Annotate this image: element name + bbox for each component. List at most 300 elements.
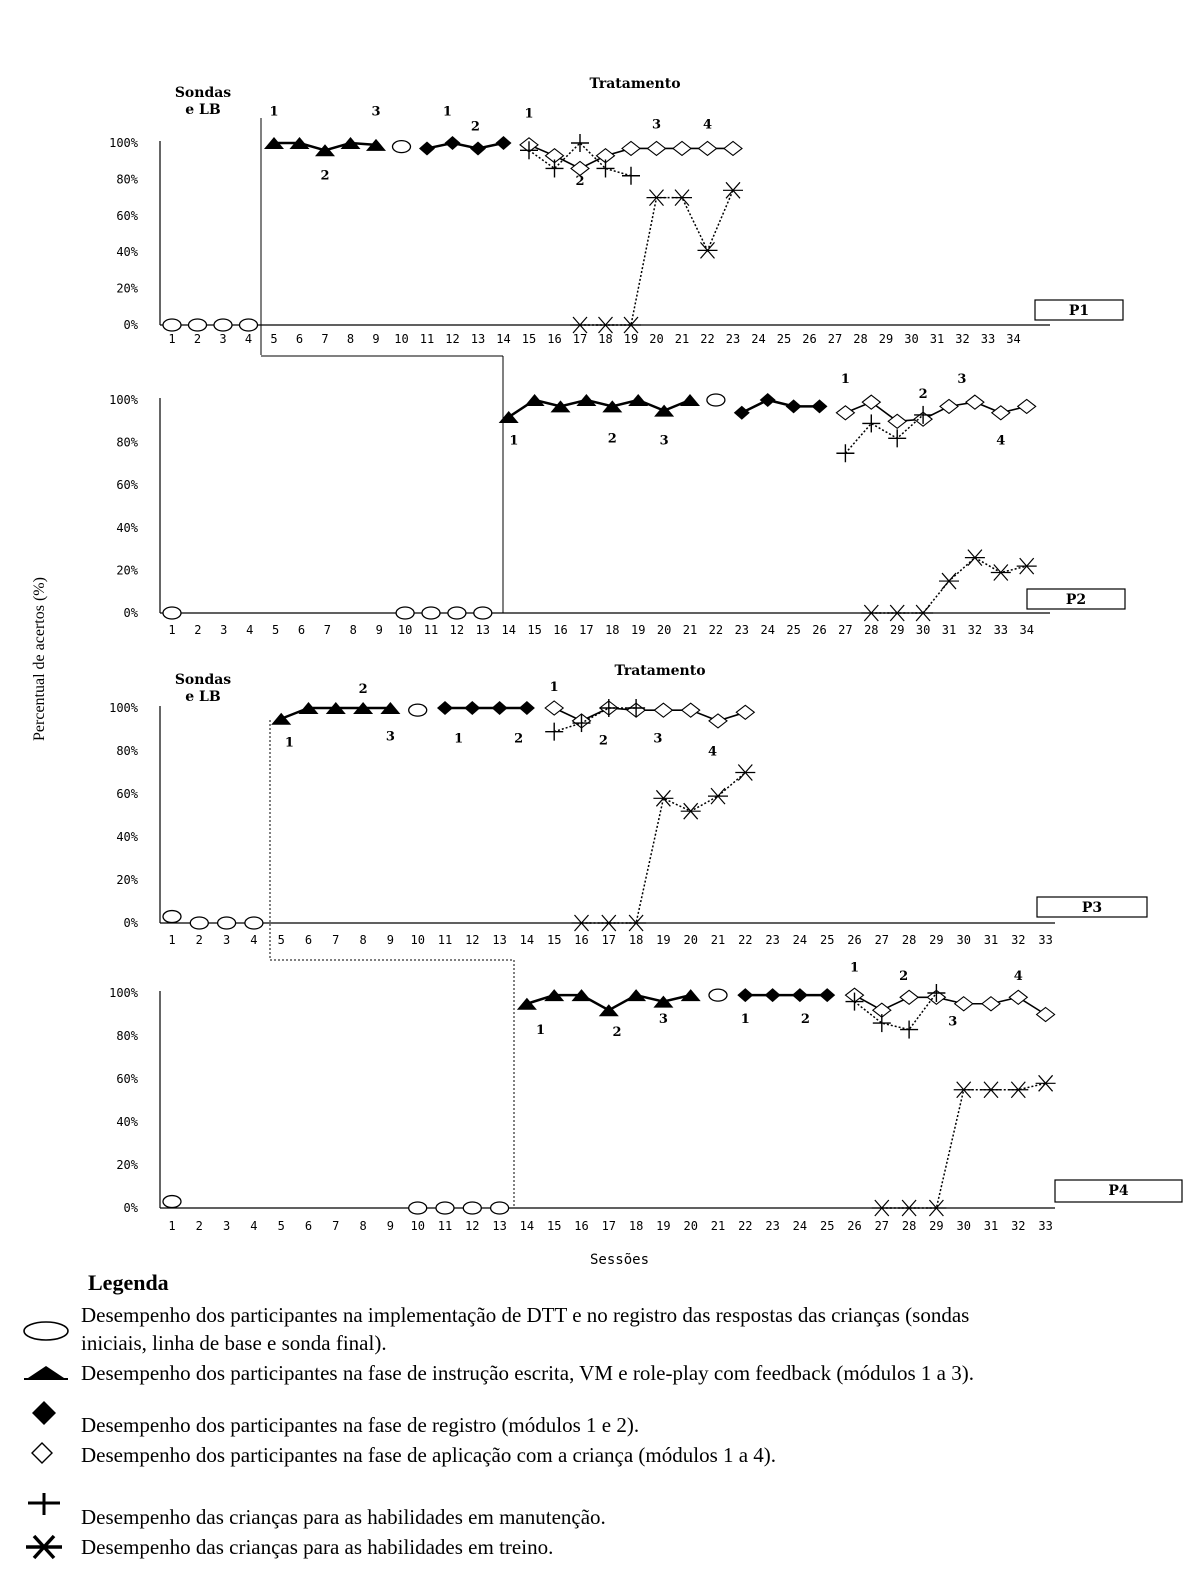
x-tick-label: 6 <box>297 623 306 637</box>
x-tick-label: 32 <box>1011 1219 1026 1233</box>
legend-text: Desempenho dos participantes na fase de aplicação com a criança (módulos 1 a 4). <box>81 1443 777 1467</box>
y-tick-label: 60% <box>116 478 138 493</box>
instruction-point <box>626 989 646 1001</box>
x-tick-label: 3 <box>219 332 227 346</box>
training-line <box>871 558 1026 613</box>
x-tick-label: 26 <box>847 1219 862 1233</box>
module-label: 2 <box>575 173 585 189</box>
registration-point <box>419 141 435 155</box>
registration-point <box>470 141 486 155</box>
instruction-point <box>628 394 648 406</box>
module-label: 3 <box>371 104 381 120</box>
x-tick-label: 32 <box>967 623 983 637</box>
x-tick-label: 11 <box>423 623 439 637</box>
y-tick-label: 40% <box>116 1115 138 1129</box>
module-label: 3 <box>948 1014 958 1030</box>
y-tick-label: 0% <box>123 318 138 332</box>
x-tick-label: 25 <box>786 623 801 637</box>
x-tick-label: 15 <box>546 1219 562 1233</box>
maintenance-line <box>855 993 937 1030</box>
x-tick-label: 18 <box>628 933 644 947</box>
y-tick-label: 100% <box>109 986 138 1000</box>
x-tick-label: 28 <box>864 623 879 637</box>
application-point <box>682 703 700 717</box>
y-tick-label: 40% <box>116 830 138 844</box>
x-tick-label: 2 <box>195 1219 203 1233</box>
registration-point <box>464 701 480 715</box>
probe-point <box>396 607 414 619</box>
training-point <box>899 1200 919 1216</box>
instruction-point <box>517 998 537 1010</box>
x-tick-label: 1 <box>168 933 176 947</box>
x-tick-label: 11 <box>437 933 453 947</box>
x-tick-label: 21 <box>674 332 690 346</box>
x-tick-label: 16 <box>553 623 568 637</box>
training-point <box>626 915 646 931</box>
participant-label: P1 <box>1068 303 1090 319</box>
module-label: 1 <box>509 433 519 449</box>
circle-icon <box>20 1316 72 1346</box>
module-label: 3 <box>659 433 669 449</box>
x-tick-label: 31 <box>929 332 945 346</box>
x-tick-label: 33 <box>980 332 996 346</box>
module-label: 4 <box>996 433 1006 449</box>
probe-point <box>218 917 236 929</box>
legend-item-circle <box>20 1300 1195 1360</box>
x-tick-label: 10 <box>397 623 413 637</box>
module-label: 2 <box>358 681 368 697</box>
y-tick-label: 20% <box>116 281 138 296</box>
training-point <box>965 550 985 566</box>
instruction-point <box>315 144 335 156</box>
x-tick-label: 19 <box>630 623 646 637</box>
legend-item-diamond-filled <box>20 1410 1195 1440</box>
x-tick-label: 26 <box>847 933 862 947</box>
participant-label: P4 <box>1108 1183 1129 1199</box>
x-tick-label: 12 <box>465 1219 480 1233</box>
x-tick-label: 4 <box>244 332 253 346</box>
legend-text: Desempenho dos participantes na implementação de DTT e no registro das respostas das crianças (sondas <box>81 1303 970 1327</box>
maintenance-point <box>597 159 615 177</box>
registration-point <box>492 701 508 715</box>
x-tick-label: 13 <box>475 623 491 637</box>
x-tick-label: 24 <box>751 332 766 346</box>
y-tick-label: 100% <box>109 701 138 715</box>
training-point <box>681 803 701 819</box>
x-tick-label: 22 <box>738 933 753 947</box>
application-point <box>955 997 973 1011</box>
x-tick-label: 32 <box>1011 933 1026 947</box>
training-line <box>580 190 733 325</box>
y-tick-label: 40% <box>116 245 138 260</box>
x-tick-label: 4 <box>246 623 254 637</box>
application-point <box>982 997 1000 1011</box>
probe-point <box>422 607 440 619</box>
module-label: 2 <box>598 733 608 749</box>
x-tick-label: 5 <box>277 1219 285 1233</box>
module-label: 1 <box>849 960 860 976</box>
x-tick-label: 31 <box>983 1219 999 1233</box>
x-tick-label: 34 <box>1019 623 1034 637</box>
x-tick-label: 17 <box>572 332 588 346</box>
x-tick-label: 23 <box>765 1219 780 1233</box>
x-tick-label: 22 <box>738 1219 753 1233</box>
probe-point <box>393 141 411 153</box>
x-tick-label: 1 <box>168 332 176 346</box>
legend-text: Desempenho dos participantes na fase de instrução escrita, VM e role-play com feedback (módulos 1 a 3). <box>81 1361 974 1385</box>
registration-point <box>812 399 828 413</box>
module-label: 2 <box>514 731 524 747</box>
x-tick-label: 20 <box>683 933 698 947</box>
maintenance-point <box>900 1021 918 1039</box>
plus-icon <box>20 1490 72 1520</box>
x-tick-label: 3 <box>222 933 231 947</box>
x-tick-label: 15 <box>521 332 537 346</box>
legend-text: Desempenho das crianças para as habilidades em treino. <box>81 1535 554 1559</box>
probe-point <box>409 704 427 716</box>
x-tick-label: 8 <box>359 933 367 947</box>
filled-diamond-icon <box>20 1398 72 1428</box>
x-tick-label: 4 <box>250 933 258 947</box>
asterisk-icon <box>20 1532 72 1562</box>
x-tick-label: 16 <box>547 332 562 346</box>
probe-point <box>474 607 492 619</box>
x-tick-label: 29 <box>889 623 905 637</box>
module-label: 2 <box>800 1012 810 1028</box>
training-line <box>882 1083 1046 1208</box>
participant-label: P3 <box>1081 900 1103 916</box>
phase-label: e LB <box>185 689 221 705</box>
x-tick-label: 13 <box>492 933 507 947</box>
x-tick-label: 27 <box>838 623 853 637</box>
x-tick-label: 17 <box>601 1219 617 1233</box>
x-tick-label: 22 <box>708 623 724 637</box>
x-tick-label: 26 <box>802 332 817 346</box>
y-tick-label: 20% <box>116 873 138 887</box>
x-tick-label: 31 <box>941 623 957 637</box>
x-tick-label: 15 <box>546 933 562 947</box>
training-point <box>723 182 743 198</box>
module-label: 3 <box>653 731 663 747</box>
x-tick-label: 9 <box>372 332 380 346</box>
instruction-point <box>680 394 700 406</box>
x-tick-label: 28 <box>901 933 917 947</box>
x-tick-label: 19 <box>656 933 671 947</box>
x-tick-label: 2 <box>194 623 202 637</box>
x-tick-label: 5 <box>277 933 285 947</box>
application-point <box>673 141 691 155</box>
registration-point <box>819 988 835 1002</box>
x-tick-label: 10 <box>394 332 409 346</box>
training-point <box>981 1082 1001 1098</box>
y-tick-label: 0% <box>123 916 138 930</box>
x-tick-label: 19 <box>623 332 639 346</box>
x-tick-label: 13 <box>470 332 486 346</box>
application-point <box>836 406 854 420</box>
x-tick-label: 33 <box>1038 933 1053 947</box>
x-tick-label: 17 <box>579 623 594 637</box>
application-point <box>1018 399 1036 413</box>
x-tick-label: 32 <box>955 332 970 346</box>
registration-point <box>437 701 453 715</box>
y-tick-label: 60% <box>116 787 138 801</box>
registration-point <box>792 988 808 1002</box>
module-label: 3 <box>651 117 662 133</box>
training-point <box>1036 1075 1056 1091</box>
x-tick-label: 29 <box>929 1219 944 1233</box>
x-tick-label: 31 <box>983 933 999 947</box>
x-tick-label: 30 <box>956 933 971 947</box>
maintenance-point <box>862 414 880 432</box>
registration-point <box>760 393 776 407</box>
maintenance-point <box>545 723 563 741</box>
x-tick-label: 21 <box>710 1219 726 1233</box>
phase-label: Sondas <box>174 85 232 101</box>
training-point <box>672 190 692 206</box>
x-tick-label: 2 <box>195 933 203 947</box>
x-tick-label: 23 <box>765 933 780 947</box>
module-label: 2 <box>607 431 617 447</box>
legend-item-triangle <box>20 1358 1195 1388</box>
module-label: 1 <box>840 371 850 387</box>
module-label: 2 <box>899 969 909 985</box>
x-tick-label: 23 <box>725 332 741 346</box>
x-tick-label: 13 <box>492 1219 507 1233</box>
module-label: 1 <box>284 735 294 751</box>
x-tick-label: 5 <box>270 332 278 346</box>
probe-point <box>448 607 466 619</box>
x-tick-label: 8 <box>359 1219 367 1233</box>
legend-item-diamond-open <box>20 1440 1195 1470</box>
probe-point <box>163 607 181 619</box>
training-point <box>572 915 592 931</box>
training-point <box>647 190 667 206</box>
open-diamond-icon <box>20 1438 72 1468</box>
x-tick-label: 21 <box>682 623 698 637</box>
training-point <box>570 317 590 333</box>
y-tick-label: 20% <box>116 1158 138 1172</box>
y-tick-label: 100% <box>109 136 138 150</box>
module-label: 1 <box>442 104 452 120</box>
x-tick-label: 5 <box>271 623 280 637</box>
module-label: 4 <box>702 117 713 133</box>
instruction-point <box>653 996 673 1008</box>
triangle-icon <box>20 1358 72 1388</box>
x-tick-label: 7 <box>332 933 340 947</box>
x-axis-label: Sessões <box>590 1252 650 1268</box>
module-label: 2 <box>918 386 928 402</box>
x-tick-label: 3 <box>222 1219 231 1233</box>
x-tick-label: 29 <box>878 332 894 346</box>
application-point <box>724 141 742 155</box>
application-point <box>709 714 727 728</box>
x-tick-label: 18 <box>605 623 620 637</box>
application-point <box>900 990 918 1004</box>
module-label: 3 <box>658 1012 668 1028</box>
x-tick-label: 33 <box>993 623 1009 637</box>
x-tick-label: 27 <box>874 1219 890 1233</box>
module-label: 3 <box>957 371 967 387</box>
x-tick-label: 11 <box>437 1219 453 1233</box>
x-tick-label: 3 <box>220 623 228 637</box>
x-tick-label: 33 <box>1038 1219 1053 1233</box>
x-tick-label: 24 <box>792 933 808 947</box>
x-tick-label: 12 <box>465 933 480 947</box>
application-point <box>622 141 640 155</box>
probe-point <box>163 319 181 331</box>
maintenance-point <box>622 167 640 185</box>
application-point <box>648 141 666 155</box>
probe-point <box>189 319 207 331</box>
x-tick-label: 34 <box>1006 332 1021 346</box>
module-label: 1 <box>454 731 464 747</box>
y-tick-label: 100% <box>109 393 138 407</box>
x-tick-label: 6 <box>295 332 304 346</box>
phase-label: Tratamento <box>589 76 681 92</box>
x-tick-label: 25 <box>776 332 792 346</box>
maintenance-point <box>873 1014 891 1032</box>
training-point <box>698 242 718 258</box>
y-tick-label: 60% <box>116 1072 138 1086</box>
module-label: 2 <box>470 119 480 135</box>
x-tick-label: 27 <box>827 332 843 346</box>
x-tick-label: 2 <box>193 332 202 346</box>
module-label: 1 <box>524 106 534 122</box>
training-point <box>1017 558 1037 574</box>
x-tick-label: 26 <box>812 623 827 637</box>
x-tick-label: 21 <box>710 933 726 947</box>
y-tick-label: 20% <box>116 563 138 578</box>
x-tick-label: 12 <box>449 623 465 637</box>
probe-point <box>436 1202 454 1214</box>
application-point <box>654 703 672 717</box>
training-point <box>653 790 673 806</box>
x-tick-label: 14 <box>519 933 535 947</box>
x-tick-label: 30 <box>904 332 919 346</box>
application-point <box>545 701 563 715</box>
x-tick-label: 9 <box>386 933 395 947</box>
maintenance-point <box>600 699 618 717</box>
x-tick-label: 7 <box>323 623 332 637</box>
x-tick-label: 15 <box>527 623 542 637</box>
x-tick-label: 8 <box>346 332 355 346</box>
probe-point <box>409 1202 427 1214</box>
registration-point <box>496 136 512 150</box>
x-tick-label: 1 <box>168 1219 176 1233</box>
x-tick-label: 30 <box>956 1219 971 1233</box>
x-tick-label: 20 <box>649 332 664 346</box>
legend-item-asterisk <box>20 1532 1195 1562</box>
module-label: 1 <box>269 104 279 120</box>
legend-text: iniciais, linha de base e sonda final). <box>81 1331 387 1355</box>
instruction-point <box>551 400 571 412</box>
registration-line <box>427 143 504 148</box>
probe-point <box>163 1196 181 1208</box>
module-label: 2 <box>612 1025 622 1040</box>
x-tick-label: 8 <box>349 623 357 637</box>
training-point <box>735 765 755 781</box>
training-point <box>872 1200 892 1216</box>
instruction-point <box>602 400 622 412</box>
training-point <box>913 605 933 621</box>
training-point <box>954 1082 974 1098</box>
probe-point <box>709 989 727 1001</box>
registration-point <box>734 406 750 420</box>
legend-text: Desempenho das crianças para as habilidades em manutenção. <box>81 1505 606 1529</box>
registration-line <box>742 400 820 413</box>
training-point <box>621 317 641 333</box>
legend-text: Desempenho dos participantes na fase de registro (módulos 1 e 2). <box>81 1413 640 1437</box>
x-tick-label: 12 <box>445 332 460 346</box>
x-tick-label: 17 <box>601 933 617 947</box>
x-tick-label: 4 <box>250 1219 258 1233</box>
module-label: 1 <box>740 1012 750 1028</box>
x-tick-label: 9 <box>386 1219 395 1233</box>
x-tick-label: 6 <box>304 1219 313 1233</box>
maintenance-point <box>888 429 906 447</box>
phase-label: Sondas <box>174 672 232 688</box>
x-tick-label: 11 <box>419 332 435 346</box>
module-label: 2 <box>320 168 330 184</box>
training-point <box>599 915 619 931</box>
x-tick-label: 27 <box>874 933 890 947</box>
y-tick-label: 80% <box>116 172 138 187</box>
maintenance-point <box>573 714 591 732</box>
instruction-point <box>681 989 701 1001</box>
training-point <box>861 605 881 621</box>
y-tick-label: 0% <box>123 606 138 620</box>
module-label: 4 <box>708 744 718 760</box>
probe-point <box>190 917 208 929</box>
registration-point <box>445 136 461 150</box>
x-tick-label: 14 <box>519 1219 535 1233</box>
training-point <box>1008 1082 1028 1098</box>
module-label: 4 <box>1013 969 1023 985</box>
module-label: 1 <box>536 1022 546 1038</box>
training-point <box>596 317 616 333</box>
application-point <box>992 406 1010 420</box>
registration-point <box>519 701 535 715</box>
x-tick-label: 16 <box>574 933 589 947</box>
probe-point <box>491 1202 509 1214</box>
training-point <box>991 565 1011 581</box>
x-tick-label: 14 <box>496 332 511 346</box>
x-tick-label: 25 <box>819 1219 835 1233</box>
probe-point <box>707 394 725 406</box>
legend-title: Legenda <box>88 1270 169 1295</box>
module-label: 3 <box>385 729 395 745</box>
y-tick-label: 80% <box>116 744 138 758</box>
x-tick-label: 20 <box>683 1219 698 1233</box>
x-tick-label: 18 <box>598 332 613 346</box>
probe-point <box>245 917 263 929</box>
application-point <box>736 705 754 719</box>
probe-point <box>214 319 232 331</box>
instruction-point <box>576 394 596 406</box>
y-tick-label: 60% <box>116 208 138 223</box>
x-tick-label: 23 <box>734 623 750 637</box>
x-tick-label: 28 <box>901 1219 917 1233</box>
y-tick-label: 40% <box>116 520 138 535</box>
x-tick-label: 9 <box>375 623 383 637</box>
registration-point <box>737 988 753 1002</box>
probe-point <box>163 911 181 923</box>
x-tick-label: 30 <box>915 623 931 637</box>
x-tick-label: 7 <box>332 1219 340 1233</box>
y-axis-label: Percentual de acertos (%) <box>31 577 48 741</box>
maintenance-point <box>627 699 645 717</box>
registration-point <box>765 988 781 1002</box>
